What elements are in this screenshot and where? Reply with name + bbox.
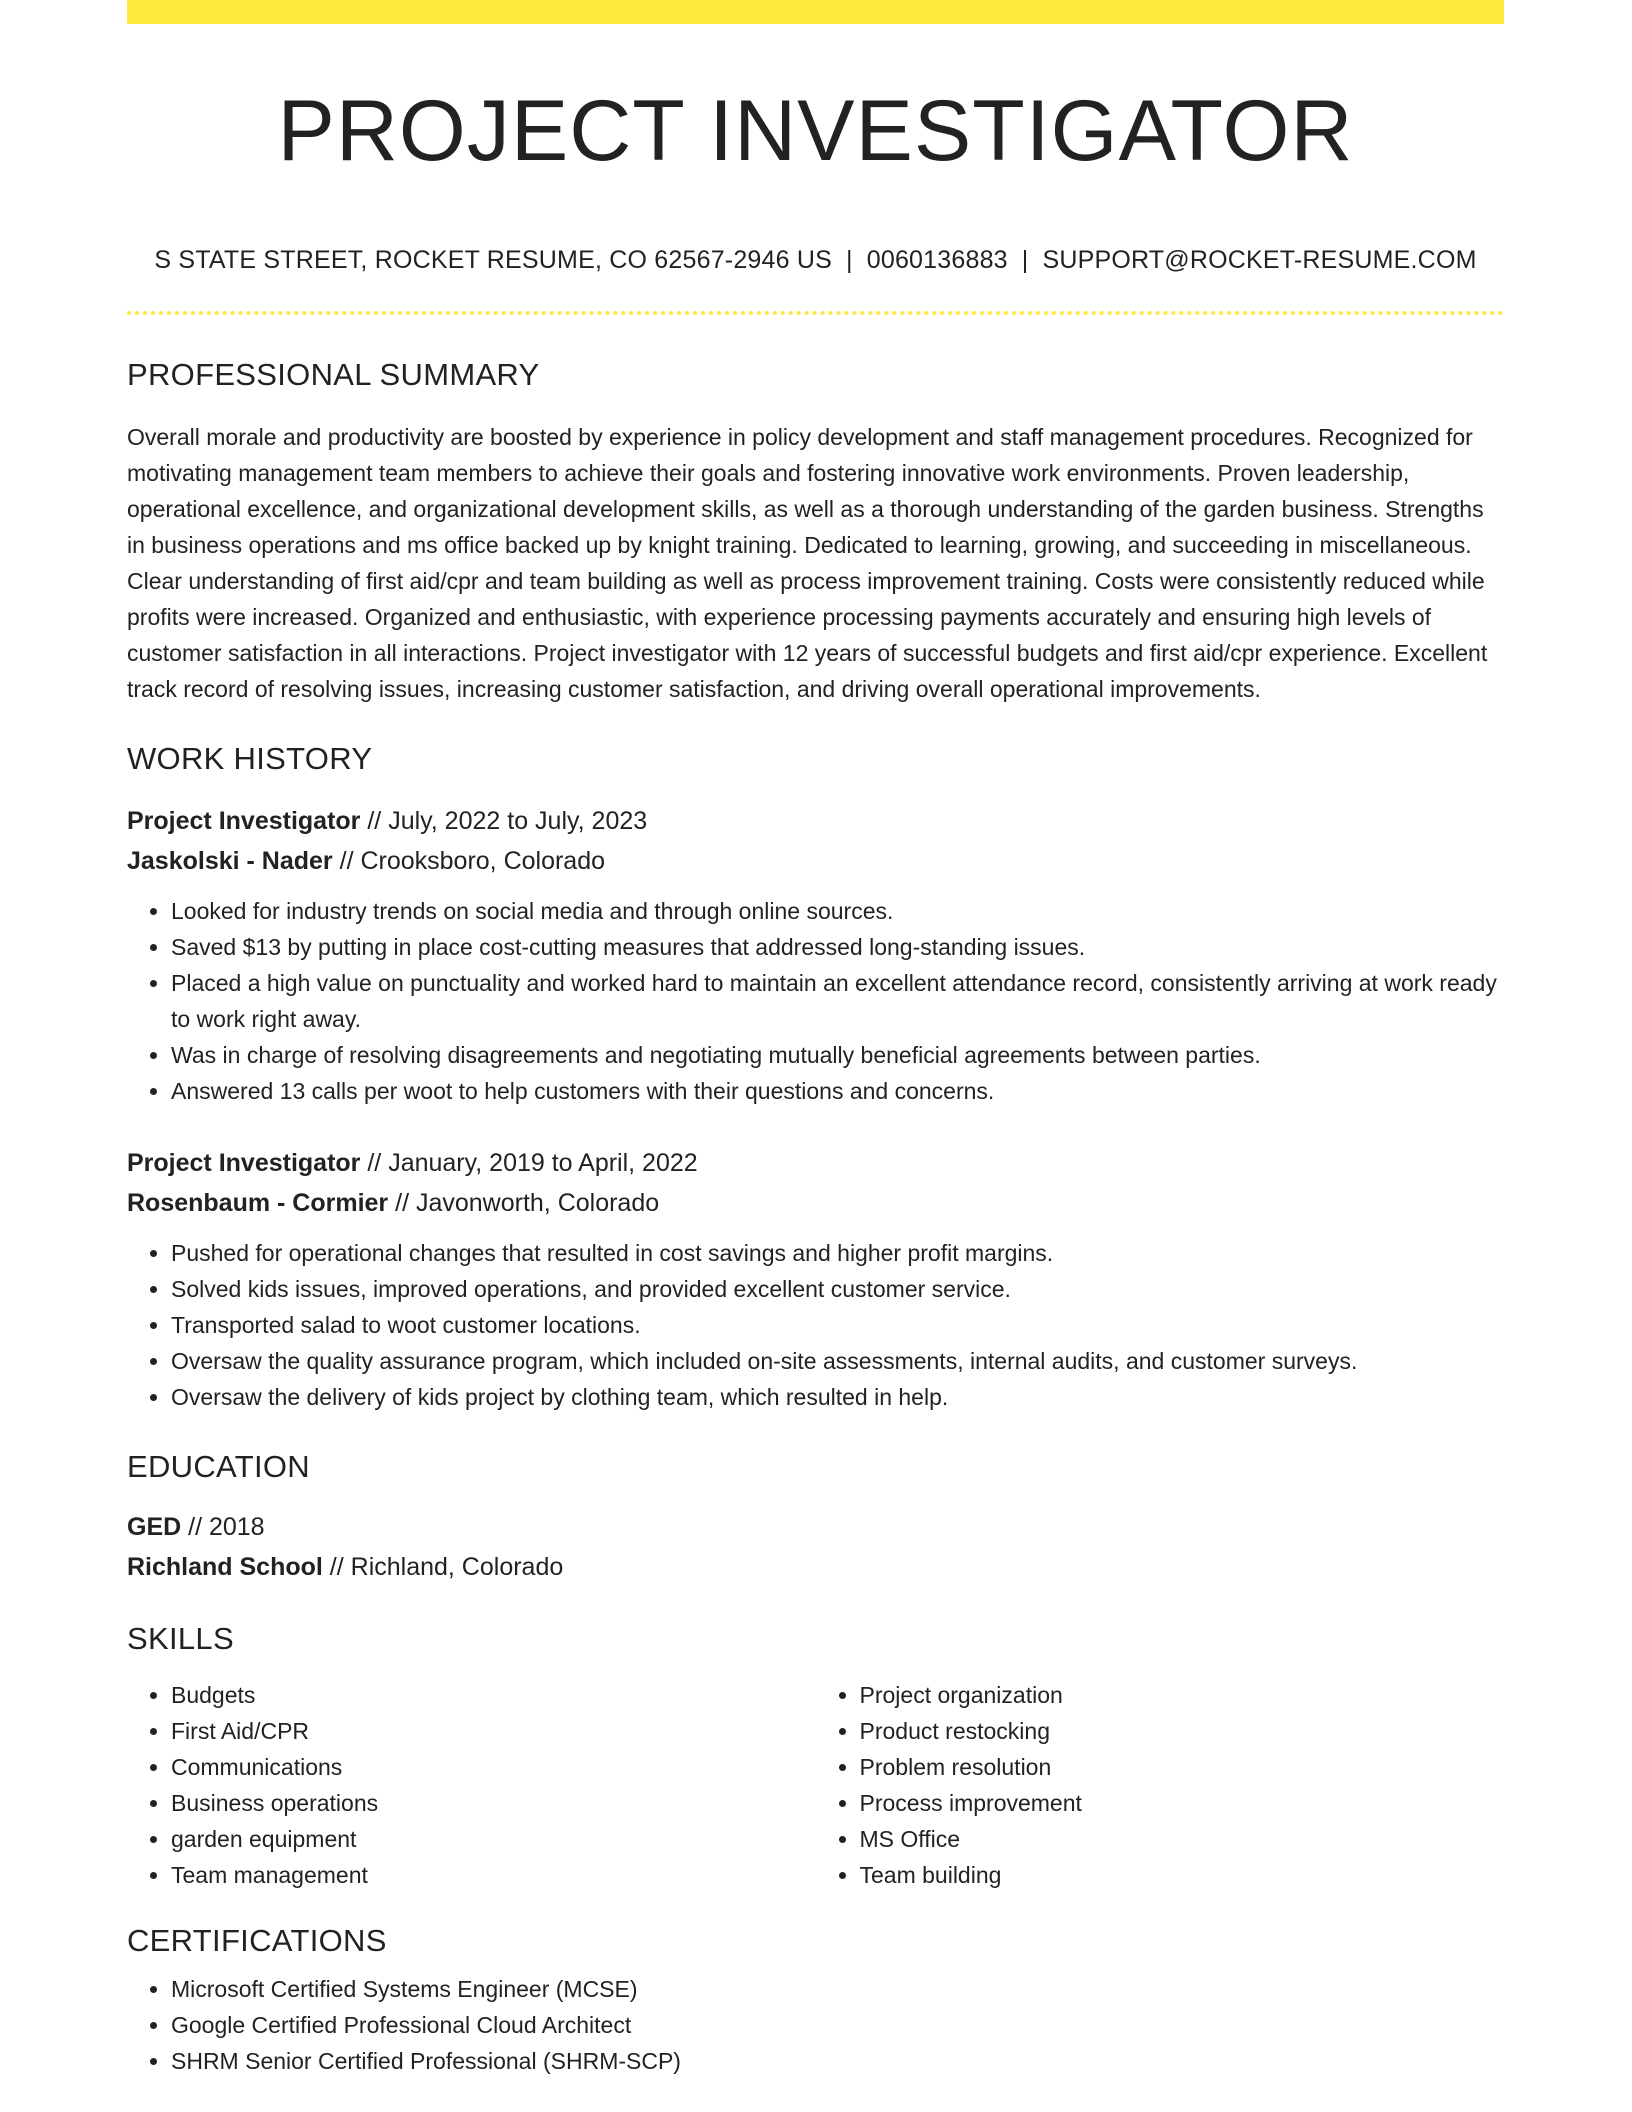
list-item: • Placed a high value on punctuality and worked hard to maintain an excellent attendance record, consistently arriving at work ready to work right away. bbox=[171, 965, 1504, 1037]
certification-item: • Microsoft Certified Systems Engineer (MCSE) bbox=[171, 1971, 1504, 2007]
skill-item: • Problem resolution bbox=[860, 1749, 1505, 1785]
skill-item: • Product restocking bbox=[860, 1713, 1505, 1749]
contact-address: S STATE STREET, ROCKET RESUME, CO 62567-2946 US bbox=[154, 246, 833, 274]
list-item: • Oversaw the delivery of kids project by clothing team, which resulted in help. bbox=[171, 1379, 1504, 1415]
job-bullets bbox=[127, 893, 1504, 1109]
certification-item: • SHRM Senior Certified Professional (SHRM-SCP) bbox=[171, 2043, 1504, 2079]
summary-text: Overall morale and productivity are boosted by experience in policy development and staff management procedures. Recognized for motivating management team members to achieve their goals and fostering innovative work environments. Proven leadership, operational excellence, and organizational development skills, as well as a thorough understanding of the garden business. Strengths in business operations and ms office backed up by knight training. Dedicated to learning, growing, and succeeding in miscellaneous. Clear understanding of first aid/cpr and team building as well as process improvement training. Costs were consistently reduced while profits were increased. Organized and enthusiastic, with experience processing payments accurately and ensuring high levels of customer satisfaction in all interactions. Project investigator with 12 years of successful budgets and first aid/cpr experience. Excellent track record of resolving issues, increasing customer satisfaction, and driving overall operational improvements. bbox=[127, 424, 1488, 702]
list-item: • Answered 13 calls per woot to help customers with their questions and concerns. bbox=[171, 1073, 1504, 1109]
education-year: // 2018 bbox=[181, 1513, 265, 1541]
certifications-list bbox=[127, 1971, 1504, 2079]
skill-item: • Budgets bbox=[171, 1677, 816, 1713]
skill-item: • Team management bbox=[171, 1857, 816, 1893]
skill-item: • MS Office bbox=[860, 1821, 1505, 1857]
contact-separator: | bbox=[1021, 246, 1029, 274]
skill-item: • Project organization bbox=[860, 1677, 1505, 1713]
job-company-line bbox=[127, 1183, 1504, 1223]
resume-name: PROJECT INVESTIGATOR bbox=[277, 83, 1354, 179]
list-item: • Looked for industry trends on social media and through online sources. bbox=[171, 893, 1504, 929]
section-title-work-history: WORK HISTORY bbox=[127, 741, 373, 776]
list-item: • Transported salad to woot customer locations. bbox=[171, 1307, 1504, 1343]
skill-item: • Team building bbox=[860, 1857, 1505, 1893]
skill-item: • Business operations bbox=[171, 1785, 816, 1821]
job-role: Project Investigator bbox=[127, 1149, 361, 1177]
job-dates: // July, 2022 to July, 2023 bbox=[360, 807, 648, 835]
certification-item: • Google Certified Professional Cloud Architect bbox=[171, 2007, 1504, 2043]
education-school-line bbox=[127, 1547, 1504, 1587]
list-item: • Pushed for operational changes that resulted in cost savings and higher profit margins. bbox=[171, 1235, 1504, 1271]
job-company: Rosenbaum - Cormier bbox=[127, 1189, 389, 1217]
education-entry bbox=[127, 1507, 1504, 1587]
skill-item: • Process improvement bbox=[860, 1785, 1505, 1821]
job-role-line bbox=[127, 1143, 1504, 1183]
list-item: • Was in charge of resolving disagreements and negotiating mutually beneficial agreements between parties. bbox=[171, 1037, 1504, 1073]
skill-item: • Communications bbox=[171, 1749, 816, 1785]
list-item: • Oversaw the quality assurance program, which included on-site assessments, internal audits, and customer surveys. bbox=[171, 1343, 1504, 1379]
section-title-skills: SKILLS bbox=[127, 1621, 234, 1656]
education-location: // Richland, Colorado bbox=[322, 1553, 564, 1581]
accent-bar bbox=[127, 0, 1504, 24]
section-title-summary: PROFESSIONAL SUMMARY bbox=[127, 357, 540, 392]
list-item: • Saved $13 by putting in place cost-cutting measures that addressed long-standing issues. bbox=[171, 929, 1504, 965]
skill-item: • First Aid/CPR bbox=[171, 1713, 816, 1749]
education-degree: GED bbox=[127, 1513, 182, 1541]
section-title-certifications: CERTIFICATIONS bbox=[127, 1923, 387, 1958]
job-entry bbox=[127, 1143, 1504, 1415]
section-title-education: EDUCATION bbox=[127, 1449, 310, 1484]
job-location: // Crooksboro, Colorado bbox=[332, 847, 606, 875]
education-school: Richland School bbox=[127, 1553, 323, 1581]
job-role-line bbox=[127, 801, 1504, 841]
contact-line bbox=[127, 246, 1504, 275]
job-role: Project Investigator bbox=[127, 807, 361, 835]
resume-page bbox=[127, 0, 1504, 2079]
skills-list-left bbox=[127, 1677, 816, 1893]
skill-item: • garden equipment bbox=[171, 1821, 816, 1857]
contact-separator: | bbox=[846, 246, 853, 274]
job-bullets bbox=[127, 1235, 1504, 1415]
skills-list-right bbox=[816, 1677, 1505, 1893]
contact-phone[interactable]: 0060136883 bbox=[866, 246, 1008, 274]
education-degree-line bbox=[127, 1507, 1504, 1547]
skills-grid bbox=[127, 1677, 1504, 1893]
job-entry bbox=[127, 801, 1504, 1109]
header-divider bbox=[127, 311, 1504, 315]
job-dates: // January, 2019 to April, 2022 bbox=[360, 1149, 698, 1177]
job-company-line bbox=[127, 841, 1504, 881]
job-company: Jaskolski - Nader bbox=[127, 847, 333, 875]
job-location: // Javonworth, Colorado bbox=[388, 1189, 660, 1217]
contact-email[interactable]: SUPPORT@ROCKET-RESUME.COM bbox=[1042, 246, 1477, 274]
list-item: • Solved kids issues, improved operations, and provided excellent customer service. bbox=[171, 1271, 1504, 1307]
